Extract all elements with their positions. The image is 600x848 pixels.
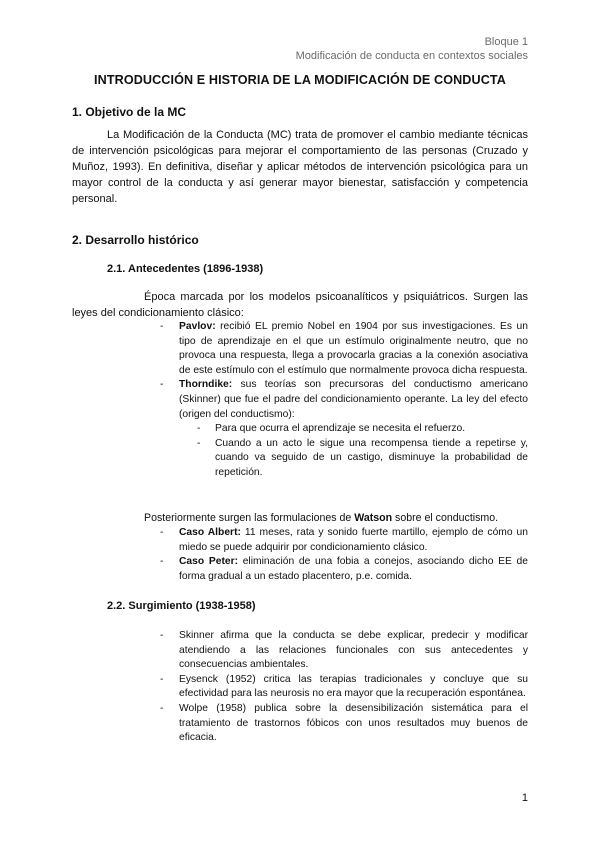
wolpe-text: Wolpe (1958) publica sobre la desensibilización sistemática para el tratamiento de trastornos fóbicos con unos resultados muy buenos de eficacia. — [179, 702, 528, 744]
list-marker: - — [160, 702, 164, 714]
skinner-text: Skinner afirma que la conducta se debe explicar, predecir y modificar atendiendo a las relaciones funcionales con sus antecedentes y consecuencias ambientales. — [179, 630, 528, 671]
sub-list-item — [179, 422, 528, 437]
conditioning-list — [160, 320, 528, 481]
page-number: 1 — [521, 792, 528, 804]
list-item-eysenck — [160, 673, 528, 702]
section-2-1-heading: 2.1. Antecedentes (1896-1938) — [107, 263, 264, 275]
surgimiento-list — [160, 629, 528, 746]
watson-paragraph — [72, 510, 528, 526]
caso-peter-text: eliminación de una fobia a conejos, asociando dicho EE de forma gradual a un estado placentero, p.e. comida. — [179, 556, 528, 582]
watson-before: Posteriormente surgen las formulaciones de — [144, 512, 355, 524]
list-marker: - — [160, 630, 164, 641]
list-item-pavlov — [160, 320, 528, 378]
section-2-2-heading: 2.2. Surgimiento (1938-1958) — [107, 600, 256, 612]
section-2-heading: 2. Desarrollo histórico — [72, 233, 199, 247]
eysenck-text: Eysenck (1952) critica las terapias tradicionales y concluye que su efectividad para las neurosis no era mayor que la recuperación espontánea. — [179, 673, 528, 700]
list-item-caso-albert — [160, 526, 528, 555]
list-marker: - — [160, 321, 164, 332]
list-item-thorndike — [160, 378, 528, 480]
header-block: Bloque 1 — [484, 36, 528, 48]
list-item-wolpe — [160, 702, 528, 746]
sub-list-item — [179, 437, 528, 481]
caso-peter-name: Caso Peter: — [179, 556, 239, 568]
list-marker: - — [160, 527, 164, 538]
section-1-heading: 1. Objetivo de la MC — [72, 105, 187, 119]
list-item-caso-peter — [160, 555, 528, 584]
thorndike-name: Thorndike: — [179, 379, 233, 391]
section-2-1-intro-text: Época marcada por los modelos psicoanalíticos y psiquiátricos. Surgen las leyes del condicionamiento clásico: — [72, 291, 528, 319]
caso-albert-name: Caso Albert: — [179, 527, 241, 538]
page-header — [296, 35, 528, 63]
watson-after: sobre el conductismo. — [392, 512, 499, 524]
law-of-effect-list — [179, 422, 528, 480]
list-marker: - — [160, 673, 164, 685]
watson-name: Watson — [354, 512, 393, 524]
section-1-text: La Modificación de la Conducta (MC) trata de promover el cambio mediante técnicas de intervención psicológicas para mejorar el comportamiento de las personas (Cruzado y Muñoz, 1993). En definitiva, diseñar y aplicar métodos de intervención psicológica para un mayor control de la conducta y así generar mayor bienestar, satisfacción y competencia personal. — [72, 129, 528, 205]
section-1-paragraph — [72, 127, 528, 207]
section-2-1-intro — [72, 289, 528, 321]
pavlov-text: recibió EL premio Nobel en 1904 por sus investigaciones. Es un tipo de aprendizaje en el que un estímulo originalmente neutro, que no provoca una respuesta, llega a provocarla gracias a la conexión asociativa de este estímulo con el estímulo que normalmente provoca dicha respuesta. — [179, 321, 528, 376]
watson-cases-list — [160, 526, 528, 584]
pavlov-name: Pavlov: — [179, 321, 216, 332]
list-marker: - — [197, 423, 201, 435]
header-course: Modificación de conducta en contextos sociales — [295, 50, 528, 62]
thorndike-text: sus teorías son precursoras del conductismo americano (Skinner) que fue el padre del condicionamiento operante. La ley del efecto (origen del conductismo): — [179, 379, 528, 420]
sub-item-text: Cuando a un acto le sigue una recompensa tiende a repetirse y, cuando va seguido de un castigo, disminuye la probabilidad de repetición. — [215, 437, 528, 478]
caso-albert-text: 11 meses, rata y sonido fuerte martillo, ejemplo de cómo un miedo se puede adquirir por condicionamiento clásico. — [179, 527, 528, 553]
sub-item-text: Para que ocurra el aprendizaje se necesita el refuerzo. — [215, 423, 466, 435]
list-item-skinner — [160, 629, 528, 673]
list-marker: - — [160, 379, 164, 391]
list-marker: - — [160, 556, 164, 568]
list-marker: - — [197, 437, 201, 449]
document-title: INTRODUCCIÓN E HISTORIA DE LA MODIFICACIÓN DE CONDUCTA — [94, 73, 506, 87]
